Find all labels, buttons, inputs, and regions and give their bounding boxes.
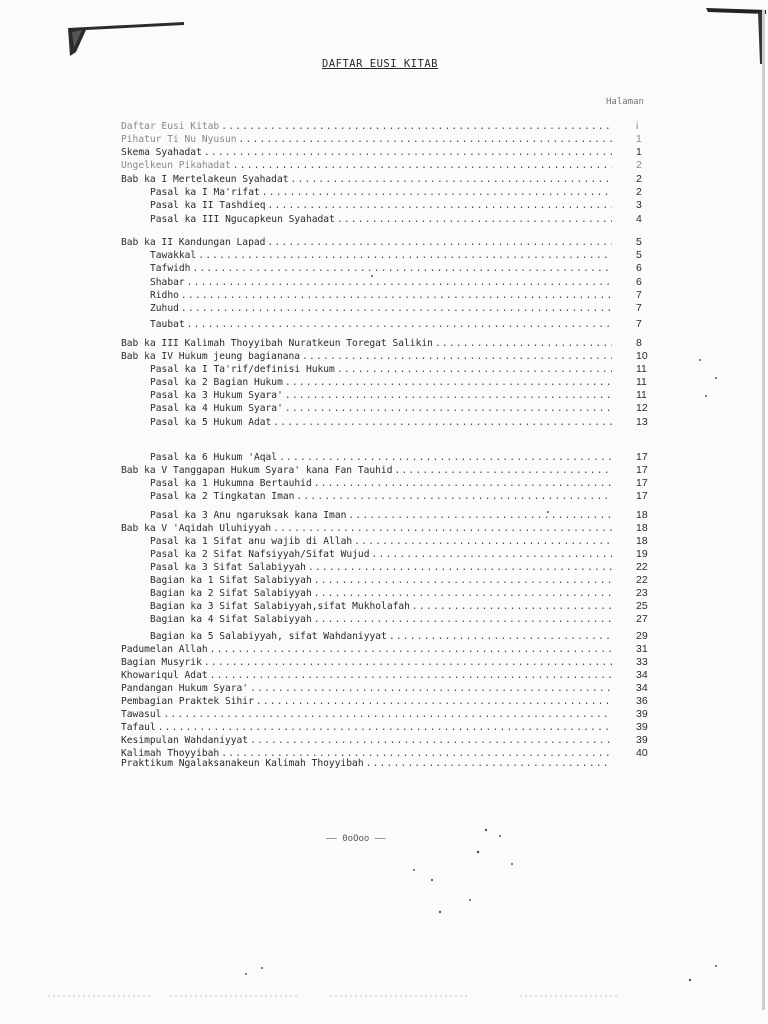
dot-leader xyxy=(279,451,612,464)
toc-entry-label: Bab ka I Mertelakeun Syahadat xyxy=(121,174,289,185)
toc-entry xyxy=(121,708,614,721)
dot-leader xyxy=(285,402,612,415)
toc-entry xyxy=(150,587,614,600)
toc-entry xyxy=(150,376,614,389)
toc-entry-page: 39 xyxy=(636,721,648,733)
toc-entry-label: Bagian Musyrik xyxy=(121,657,202,668)
toc-entry-label: Bagian ka 4 Sifat Salabiyyah xyxy=(150,614,312,625)
toc-entry-page: 18 xyxy=(636,509,648,521)
dot-leader xyxy=(273,522,612,535)
toc-entry xyxy=(150,302,614,315)
toc-entry-page: 4 xyxy=(636,213,642,225)
toc-entry-label: Padumelan Allah xyxy=(121,644,208,655)
toc-entry-page: 29 xyxy=(636,630,648,642)
toc-entry-label: Pasal ka 4 Hukum Syara' xyxy=(150,403,283,414)
toc-entry-page: 22 xyxy=(636,574,648,586)
toc-entry xyxy=(150,186,614,199)
dot-leader xyxy=(296,490,612,503)
toc-entry-page: 11 xyxy=(636,376,647,388)
toc-entry-page: 10 xyxy=(636,350,648,362)
dot-leader xyxy=(372,548,613,561)
toc-entry-page: 39 xyxy=(636,708,648,720)
dot-leader xyxy=(250,734,612,747)
toc-entry xyxy=(150,509,614,522)
dot-leader xyxy=(239,133,612,146)
toc-entry-page: 17 xyxy=(636,477,648,489)
toc-entry-page: 31 xyxy=(636,643,648,655)
dot-leader xyxy=(198,249,612,262)
toc-entry xyxy=(121,337,614,350)
toc-entry xyxy=(150,249,614,262)
toc-entry xyxy=(150,490,614,503)
toc-entry xyxy=(121,522,614,535)
toc-entry-label: Pasal ka 2 Bagian Hukum xyxy=(150,377,283,388)
toc-entry-page: 7 xyxy=(636,289,642,301)
toc-entry-label: Tafwidh xyxy=(150,263,191,274)
toc-entry-label: Pasal ka 3 Hukum Syara' xyxy=(150,390,283,401)
toc-entry-label: Praktikum Ngalaksanakeun Kalimah Thoyyibah xyxy=(121,758,364,769)
dot-leader xyxy=(285,389,612,402)
toc-entry-page: 17 xyxy=(636,464,648,476)
dot-leader xyxy=(273,416,612,429)
dot-leader xyxy=(181,289,612,302)
toc-entry-page: 11 xyxy=(636,363,647,375)
dot-leader xyxy=(314,477,612,490)
toc-entry-label: Bagian ka 3 Sifat Salabiyyah,sifat Mukholafah xyxy=(150,601,410,612)
toc-entry xyxy=(150,630,614,643)
toc-entry-page: 8 xyxy=(636,337,642,349)
toc-entry-label: Ridho xyxy=(150,290,179,301)
toc-entry xyxy=(121,669,614,682)
toc-entry-label: Pasal ka 6 Hukum 'Aqal xyxy=(150,452,278,463)
dot-leader xyxy=(268,199,612,212)
toc-entry-label: Zuhud xyxy=(150,303,179,314)
toc-entry-page: 1 xyxy=(636,146,642,158)
dot-leader xyxy=(163,708,612,721)
toc-entry-page: 6 xyxy=(636,276,642,288)
toc-entry-label: Shabar xyxy=(150,277,185,288)
toc-entry-page: 17 xyxy=(636,451,648,463)
dot-leader xyxy=(302,350,612,363)
toc-entry-label: Pembagian Praktek Sihir xyxy=(121,696,254,707)
toc-entry xyxy=(150,262,614,275)
toc-entry-page: 13 xyxy=(636,416,648,428)
dot-leader xyxy=(181,302,612,315)
toc-entry xyxy=(121,146,614,159)
dot-leader xyxy=(250,682,612,695)
dot-leader xyxy=(256,695,612,708)
toc-entry xyxy=(121,757,614,770)
toc-entry xyxy=(150,276,614,289)
toc-entry-label: Pasal ka 3 Sifat Salabiyyah xyxy=(150,562,306,573)
dot-leader xyxy=(348,509,612,522)
toc-entry-label: Ungelkeun Pikahadat xyxy=(121,160,231,171)
toc-entry xyxy=(150,389,614,402)
toc-entry-page: 7 xyxy=(636,302,642,314)
toc-entry-label: Pasal ka I Ma'rifat xyxy=(150,187,260,198)
toc-entry-label: Skema Syahadat xyxy=(121,147,202,158)
toc-entry-page: 12 xyxy=(636,402,648,414)
dot-leader xyxy=(337,363,612,376)
dot-leader xyxy=(192,262,612,275)
toc-entry-label: Bab ka V Tanggapan Hukum Syara' kana Fan Tauhid xyxy=(121,465,393,476)
dot-leader xyxy=(354,535,612,548)
toc-entry-label: Pasal ka 1 Sifat anu wajib di Allah xyxy=(150,536,353,547)
dot-leader xyxy=(314,587,612,600)
toc-entry-label: Pandangan Hukum Syara' xyxy=(121,683,249,694)
toc-entry-page: 33 xyxy=(636,656,648,668)
toc-entry-page: 6 xyxy=(636,262,642,274)
toc-entry-page: 2 xyxy=(636,173,642,185)
toc-entry-label: Bagian ka 5 Salabiyyah, sifat Wahdaniyyat xyxy=(150,631,387,642)
toc-entry-label: Pasal ka I Ta'rif/definisi Hukum xyxy=(150,364,335,375)
toc-entry xyxy=(121,133,614,146)
toc-entry-label: Bab ka IV Hukum jeung bagianana xyxy=(121,351,301,362)
toc-entry-label: Taubat xyxy=(150,319,185,330)
dot-leader xyxy=(210,669,612,682)
toc-entry-page: 23 xyxy=(636,587,648,599)
toc-entry xyxy=(121,120,614,133)
dot-leader xyxy=(158,721,612,734)
toc-entry-label: Bab ka II Kandungan Lapad xyxy=(121,237,266,248)
toc-entry xyxy=(121,721,614,734)
toc-entry xyxy=(150,613,614,626)
toc-entry xyxy=(121,173,614,186)
toc-entry-label: Daftar Eusi Kitab xyxy=(121,121,220,132)
toc-entry xyxy=(150,548,614,561)
toc-entry xyxy=(121,656,614,669)
end-ornament: —— 0oOoo —— xyxy=(326,834,386,844)
toc-entry-page: 2 xyxy=(636,186,642,198)
toc-entry xyxy=(121,350,614,363)
dot-leader xyxy=(314,613,612,626)
toc-entry-page: 19 xyxy=(636,548,648,560)
toc-entry-page: 11 xyxy=(636,389,647,401)
toc-entry-page: 17 xyxy=(636,490,648,502)
toc-entry xyxy=(121,464,614,477)
toc-entry xyxy=(150,402,614,415)
toc-entry xyxy=(150,574,614,587)
toc-entry xyxy=(150,561,614,574)
dot-leader xyxy=(285,376,612,389)
dot-leader xyxy=(291,173,612,186)
toc-entry-page: 34 xyxy=(636,682,648,694)
toc-entry xyxy=(121,734,614,747)
dot-leader xyxy=(412,600,612,613)
toc-entry xyxy=(150,213,614,226)
toc-entry-label: Pasal ka 2 Sifat Nafsiyyah/Sifat Wujud xyxy=(150,549,370,560)
toc-entry-label: Pasal ka 3 Anu ngaruksak kana Iman xyxy=(150,510,347,521)
toc-entry xyxy=(150,318,614,331)
dot-leader xyxy=(308,561,612,574)
toc-entry-label: Tafaul xyxy=(121,722,156,733)
dot-leader xyxy=(221,120,612,133)
toc-entry xyxy=(150,451,614,464)
page-column-header: Halaman xyxy=(606,97,644,107)
toc-entry xyxy=(150,289,614,302)
toc-entry xyxy=(150,600,614,613)
toc-entry-label: Kalimah Thoyyibah xyxy=(121,748,220,759)
toc-entry-page: 1 xyxy=(636,133,642,145)
toc-entry-label: Pasal ka 2 Tingkatan Iman xyxy=(150,491,295,502)
toc-entry-page: 5 xyxy=(636,236,642,248)
dot-leader xyxy=(394,464,612,477)
toc-entry-label: Kesimpulan Wahdaniyyat xyxy=(121,735,249,746)
toc-entry-label: Pasal ka 5 Hukum Adat xyxy=(150,417,272,428)
toc-entry-page: 18 xyxy=(636,535,648,547)
toc-entry xyxy=(150,477,614,490)
dot-leader xyxy=(204,656,612,669)
dot-leader xyxy=(389,630,612,643)
toc-entry-label: Pasal ka II Tashdieq xyxy=(150,200,266,211)
toc-entry-label: Tawakkal xyxy=(150,250,197,261)
toc-entry xyxy=(121,159,614,172)
dot-leader xyxy=(337,213,612,226)
toc-entry-page: 36 xyxy=(636,695,648,707)
dot-leader xyxy=(204,146,612,159)
toc-entry-page: 40 xyxy=(636,747,648,759)
toc-entry xyxy=(150,199,614,212)
toc-entry-page: 39 xyxy=(636,734,648,746)
dot-leader xyxy=(187,318,612,331)
toc-entry-label: Pasal ka III Ngucapkeun Syahadat xyxy=(150,214,335,225)
toc-entry xyxy=(150,416,614,429)
dot-leader xyxy=(314,574,612,587)
toc-entry-label: Tawasul xyxy=(121,709,162,720)
toc-entry xyxy=(150,363,614,376)
toc-entry xyxy=(121,695,614,708)
toc-entry xyxy=(121,643,614,656)
toc-entry-page: 7 xyxy=(636,318,642,330)
toc-entry-page: i xyxy=(636,120,639,132)
toc-entry-label: Bab ka V 'Aqidah Uluhiyyah xyxy=(121,523,272,534)
toc-entry-label: Pihatur Ti Nu Nyusun xyxy=(121,134,237,145)
toc-entry-page: 25 xyxy=(636,600,648,612)
toc-entry xyxy=(150,535,614,548)
dot-leader xyxy=(267,236,612,249)
dot-leader xyxy=(262,186,612,199)
dot-leader xyxy=(435,337,612,350)
dot-leader xyxy=(366,757,612,770)
toc-entry-page: 34 xyxy=(636,669,648,681)
toc-entry-page: 27 xyxy=(636,613,648,625)
toc-entry xyxy=(121,236,614,249)
dot-leader xyxy=(233,159,612,172)
toc-entry-label: Bagian ka 2 Sifat Salabiyyah xyxy=(150,588,312,599)
page-title: DAFTAR EUSI KITAB xyxy=(322,58,438,70)
toc-entry-label: Bagian ka 1 Sifat Salabiyyah xyxy=(150,575,312,586)
toc-entry-page: 2 xyxy=(636,159,642,171)
toc-entry-label: Bab ka III Kalimah Thoyyibah Nuratkeun Toregat Salikin xyxy=(121,338,433,349)
toc-entry-label: Pasal ka 1 Hukumna Bertauhid xyxy=(150,478,312,489)
toc-entry-page: 18 xyxy=(636,522,648,534)
dot-leader xyxy=(187,276,612,289)
toc-entry-page: 3 xyxy=(636,199,642,211)
toc-entry-page: 5 xyxy=(636,249,642,261)
toc-entry-page: 22 xyxy=(636,561,648,573)
dot-leader xyxy=(210,643,612,656)
toc-entry-label: Khowariqul Adat xyxy=(121,670,208,681)
toc-entry xyxy=(121,682,614,695)
